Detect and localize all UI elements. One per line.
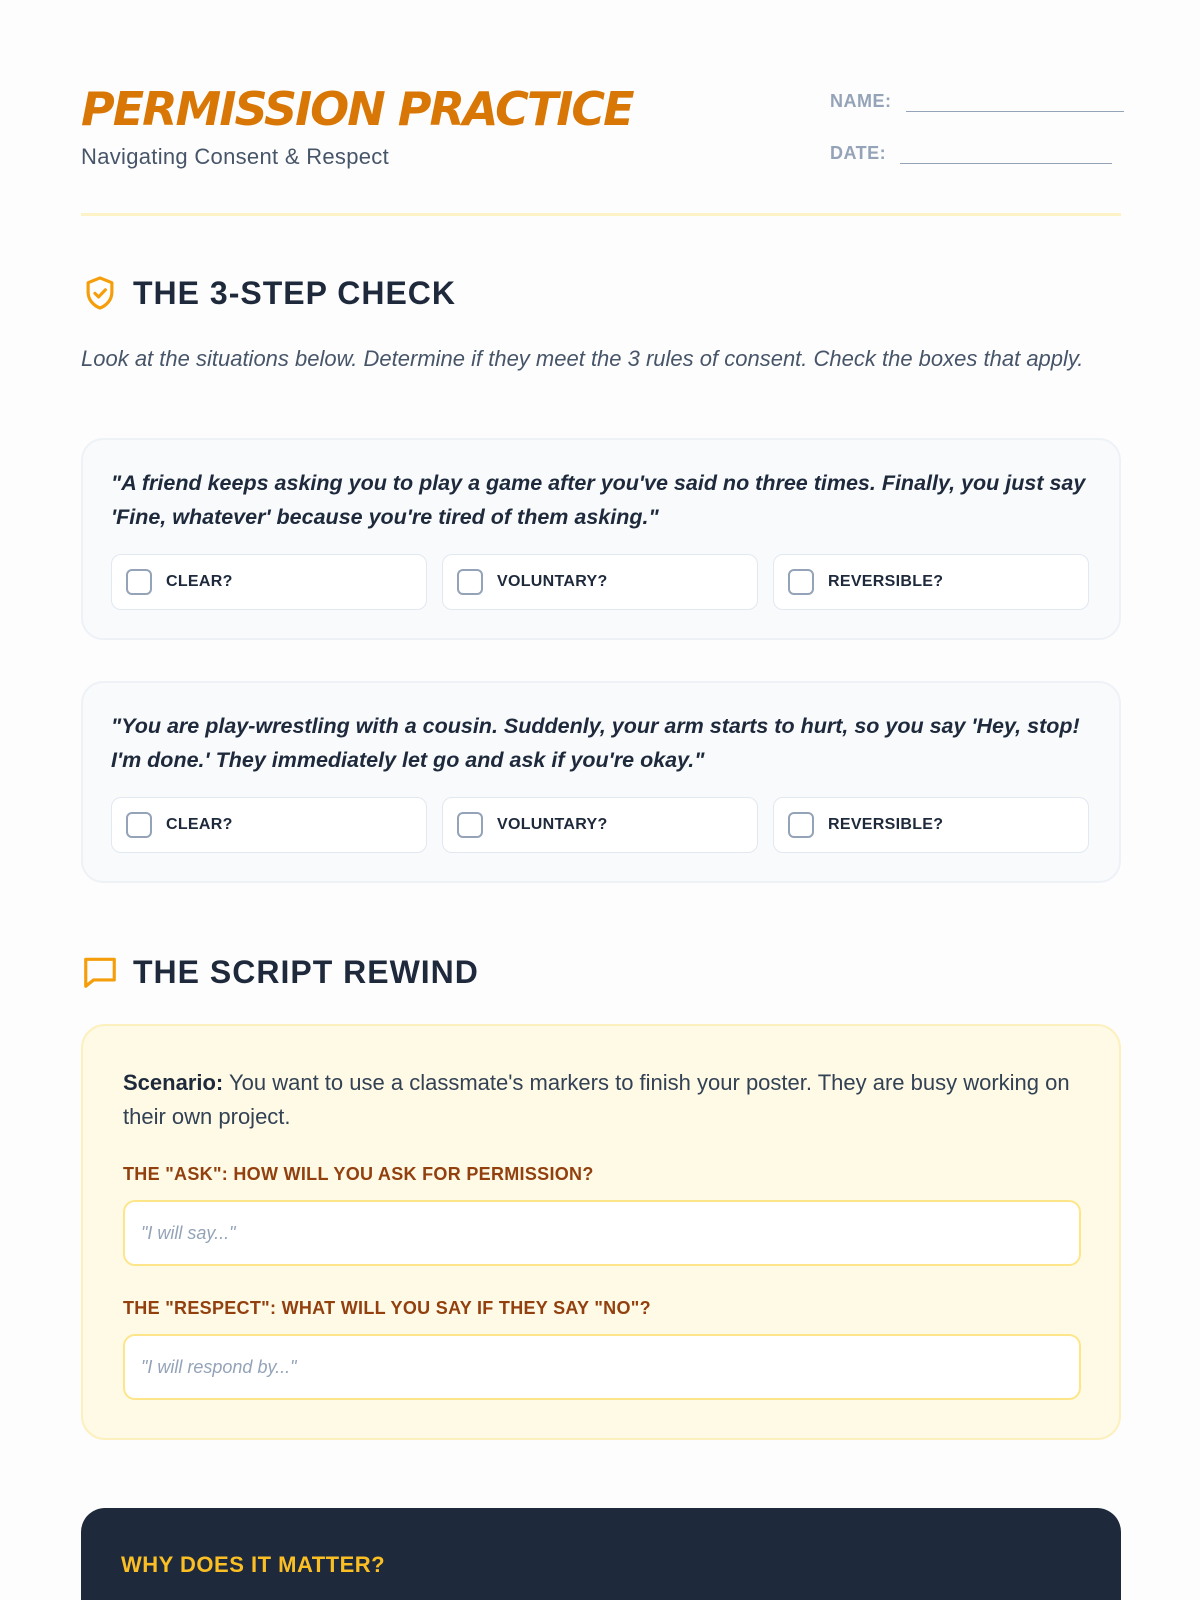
checkbox-box[interactable]	[788, 569, 814, 595]
checkbox-label: VOLUNTARY?	[497, 573, 608, 590]
checkbox-group	[111, 797, 1089, 853]
section-3-step-check	[81, 274, 456, 312]
scenario-text: "You are play-wrestling with a cousin. Suddenly, your arm starts to hurt, so you say 'Hey, stop! I'm done.' They immediately let go and ask if you're okay."	[111, 714, 1080, 772]
checkbox-reversible[interactable]	[773, 554, 1089, 610]
checkbox-label: REVERSIBLE?	[828, 573, 944, 590]
page-title: PERMISSION PRACTICE	[81, 82, 633, 136]
checkbox-box[interactable]	[126, 812, 152, 838]
scenario-card	[81, 438, 1121, 640]
page-subtitle: Navigating Consent & Respect	[81, 144, 390, 169]
checkbox-voluntary[interactable]	[442, 554, 758, 610]
checkbox-box[interactable]	[457, 812, 483, 838]
checkbox-label: CLEAR?	[166, 816, 233, 833]
respect-label: THE "RESPECT": WHAT WILL YOU SAY IF THEY SAY "NO"?	[123, 1298, 651, 1318]
date-label: DATE:	[830, 143, 887, 163]
shield-check-icon	[81, 274, 119, 312]
checkbox-clear[interactable]	[111, 554, 427, 610]
name-field[interactable]	[906, 88, 1124, 112]
instructions: Look at the situations below. Determine if they meet the 3 rules of consent. Check the boxes that apply.	[81, 346, 1084, 371]
checkbox-label: CLEAR?	[166, 573, 233, 590]
checkbox-box[interactable]	[457, 569, 483, 595]
section-script-rewind	[81, 953, 479, 991]
checkbox-reversible[interactable]	[773, 797, 1089, 853]
why-it-matters-panel	[81, 1508, 1121, 1600]
checkbox-box[interactable]	[788, 812, 814, 838]
ask-input[interactable]	[123, 1200, 1081, 1266]
speech-bubble-icon	[81, 953, 119, 991]
scenario-text: "A friend keeps asking you to play a game after you've said no three times. Finally, you just say 'Fine, whatever' because you're tired of them asking."	[111, 471, 1086, 529]
scenario-label: Scenario:	[123, 1070, 224, 1095]
checkbox-box[interactable]	[126, 569, 152, 595]
section-title: THE 3-STEP CHECK	[133, 274, 457, 311]
date-row	[830, 140, 1112, 164]
scenario-card	[81, 681, 1121, 883]
checkbox-clear[interactable]	[111, 797, 427, 853]
script-panel	[81, 1024, 1121, 1440]
header-divider	[81, 213, 1121, 216]
date-field[interactable]	[900, 140, 1112, 164]
checkbox-voluntary[interactable]	[442, 797, 758, 853]
section-title: THE SCRIPT REWIND	[133, 953, 479, 990]
checkbox-label: VOLUNTARY?	[497, 816, 608, 833]
name-label: NAME:	[830, 91, 892, 111]
why-it-matters-title: WHY DOES IT MATTER?	[121, 1552, 386, 1577]
scenario-prompt	[123, 1066, 1083, 1134]
respect-input[interactable]	[123, 1334, 1081, 1400]
name-row	[830, 88, 1124, 112]
checkbox-group	[111, 554, 1089, 610]
ask-label: THE "ASK": HOW WILL YOU ASK FOR PERMISSION?	[123, 1164, 594, 1184]
worksheet-header	[81, 80, 1121, 216]
checkbox-label: REVERSIBLE?	[828, 816, 944, 833]
scenario-description: You want to use a classmate's markers to finish your poster. They are busy working on their own project.	[123, 1070, 1070, 1129]
